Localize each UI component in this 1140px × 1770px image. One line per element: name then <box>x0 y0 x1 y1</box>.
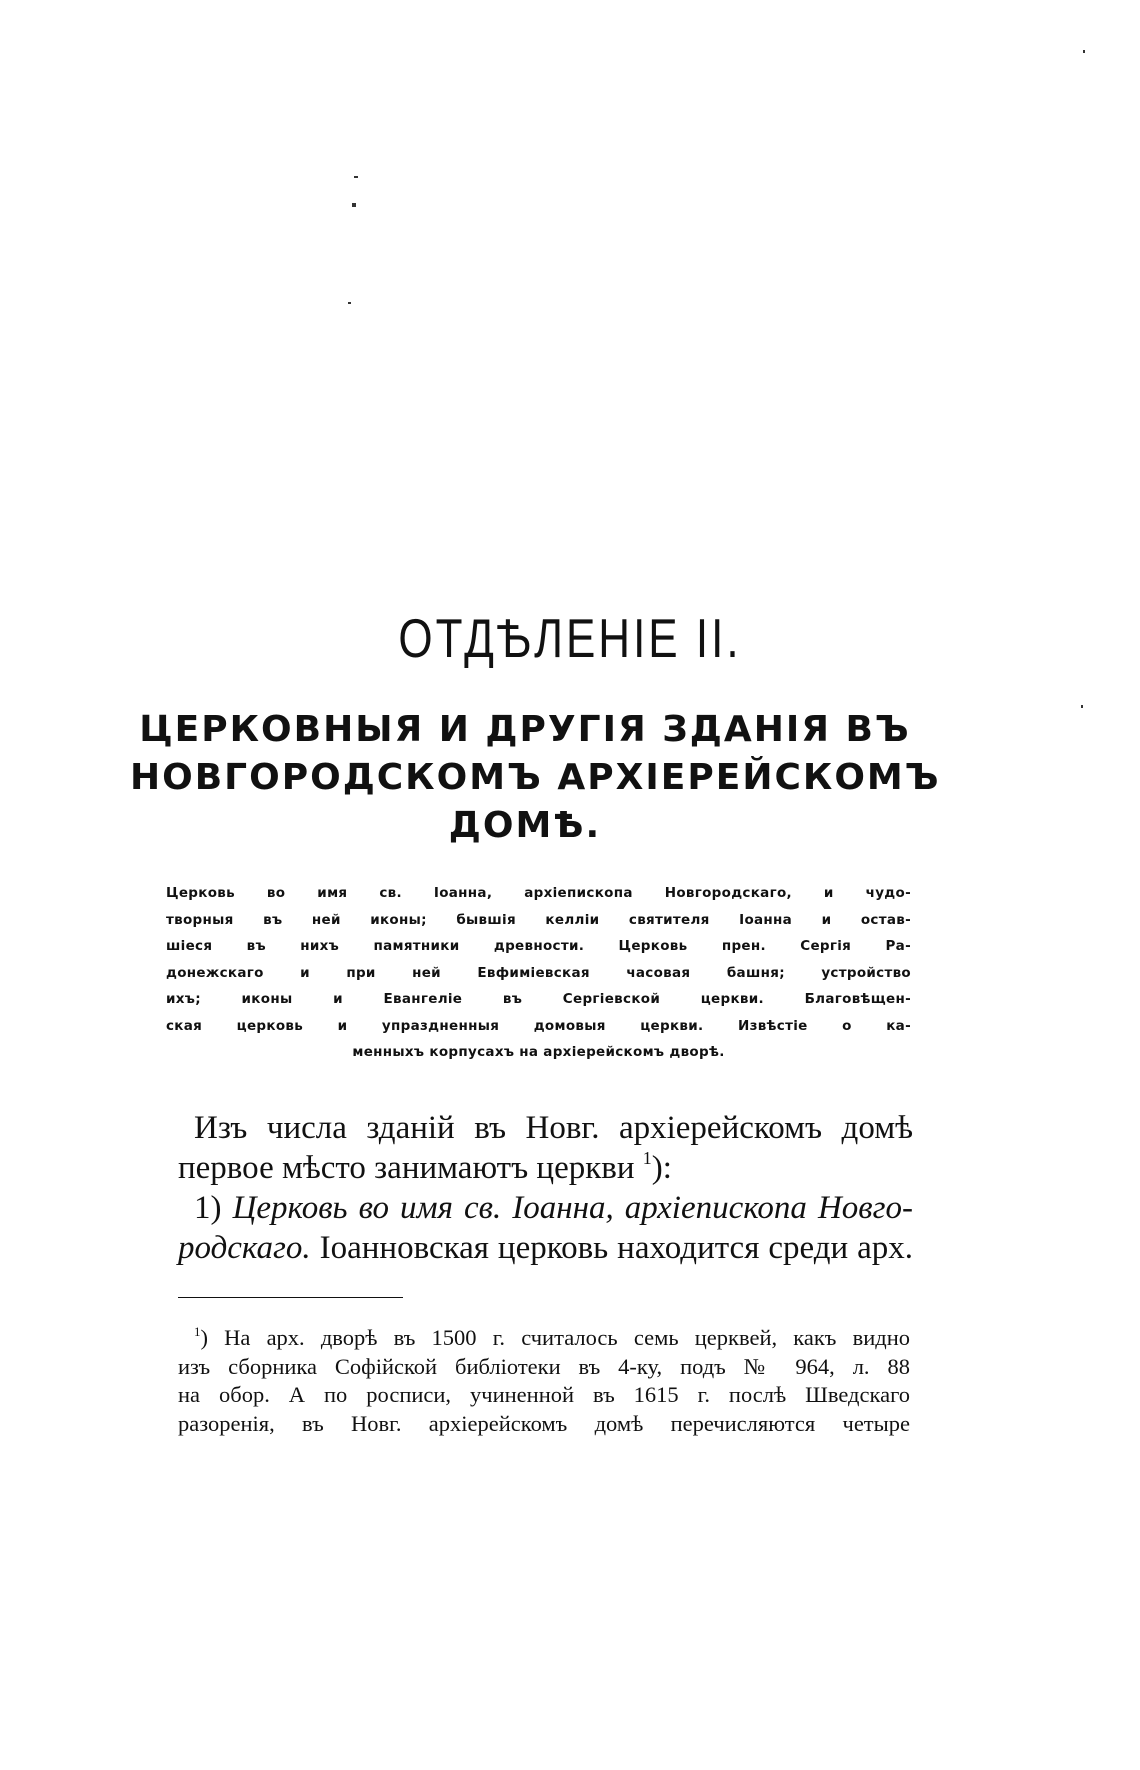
body-text-segment: ): <box>651 1150 672 1186</box>
footnote-marker: 1 <box>194 1324 201 1339</box>
item-title: Церковь во имя св. Іоанна, архіепископа Новго- <box>232 1190 913 1226</box>
scan-speck <box>1081 705 1083 708</box>
body-line <box>178 1188 913 1228</box>
summary-line: Церковь во имя св. Іоанна, архіепископа Новгородскаго, и чудо- <box>166 885 911 901</box>
summary-line: менныхъ корпусахъ на архіерейскомъ дворѣ. <box>352 1044 725 1060</box>
heading-line: ЦЕРКОВНЫЯ И ДРУГІЯ ЗДАНІЯ ВЪ <box>139 709 911 750</box>
footnote-line: разоренія, въ Новг. архіерейскомъ домѣ перечисляются четыре <box>178 1410 910 1436</box>
footnote-line: на обор. А по росписи, учиненной въ 1615 г. послѣ Шведскаго <box>178 1382 910 1407</box>
footnote <box>178 1324 910 1438</box>
chapter-summary <box>166 880 911 1066</box>
scan-speck <box>348 302 351 304</box>
summary-line: творныя въ ней иконы; бывшія келліи святителя Іоанна и остав- <box>166 911 911 928</box>
footnote-line <box>178 1324 910 1353</box>
footnote-text: ) На арх. дворѣ въ 1500 г. считалось семь церквей, какъ видно <box>200 1325 910 1350</box>
section-title: ОТДѢЛЕНІЕ II. <box>398 608 742 670</box>
body-text-segment: Іоанновская церковь находится среди арх. <box>319 1230 914 1266</box>
body-text-segment: первое мѣсто занимаютъ церкви <box>178 1150 635 1186</box>
heading-line: ДОМѢ. <box>448 805 602 846</box>
footnote-line: изъ сборника Софійской библіотеки въ 4-ку, подъ № 964, л. 88 <box>178 1353 910 1379</box>
heading-line: НОВГОРОДСКОМЪ АРХІЕРЕЙСКОМЪ <box>130 757 941 798</box>
item-title: родскаго. <box>178 1230 311 1266</box>
footnote-ref: 1 <box>642 1148 652 1168</box>
summary-line: донежскаго и при ней Евфиміевская часовая башня; устройство <box>166 964 911 981</box>
body-line: Изъ числа зданій въ Новг. архіерейскомъ домѣ <box>194 1110 913 1146</box>
footnote-divider <box>178 1297 403 1298</box>
summary-line: ихъ; иконы и Евангеліе въ Сергіевской церкви. Благовѣщен- <box>166 991 911 1007</box>
body-line <box>178 1228 913 1268</box>
body-text <box>178 1108 913 1268</box>
scan-speck <box>1083 50 1085 53</box>
summary-line: шіеся въ нихъ памятники древности. Церковь прен. Сергія Ра- <box>166 938 911 954</box>
scan-speck <box>352 203 356 207</box>
summary-line: ская церковь и упраздненныя домовыя церкви. Извѣстіе о ка- <box>166 1017 911 1034</box>
item-number: 1) <box>194 1190 222 1226</box>
body-line <box>178 1148 913 1188</box>
chapter-heading <box>130 706 941 850</box>
scan-speck <box>354 176 358 178</box>
